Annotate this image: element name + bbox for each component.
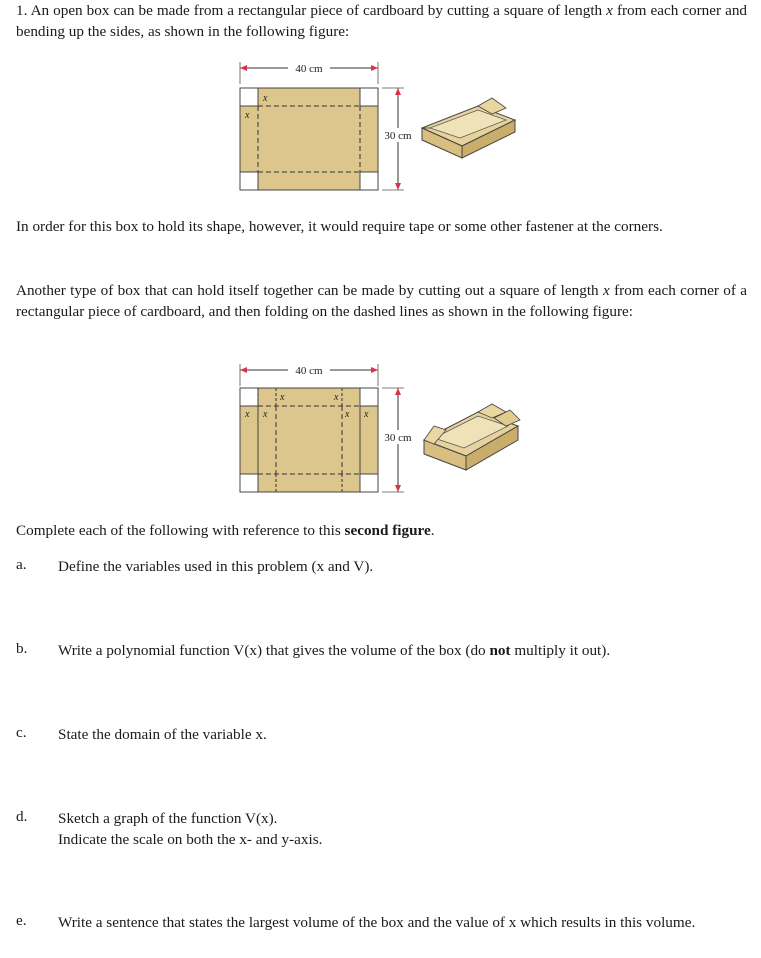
para3-text-b: from each corner of a rectangular piece of cardboard, and then folding on the dashed lines as shown in the following figure: (16, 282, 748, 320)
fig2-x-label: x (334, 392, 339, 403)
fig1-corner-square (360, 88, 378, 106)
fig1-open-box-illustration (422, 98, 515, 158)
part-d (58, 808, 748, 850)
fig1-cardboard (240, 88, 378, 190)
fig2-height-label: 30 cm (384, 432, 412, 444)
instruction-text: Complete each of the following with reference to this (16, 522, 341, 539)
paragraph-3 (16, 280, 747, 322)
part-b-letter: b. (16, 640, 28, 657)
instruction-end: . (430, 522, 435, 539)
fig2-x-label: x (364, 409, 369, 420)
fig1-width-label: 40 cm (295, 63, 323, 75)
para3-var: x (603, 282, 610, 299)
fig2-cardboard (240, 388, 378, 492)
figure-1 (230, 58, 530, 198)
fig2-x-label: x (263, 409, 268, 420)
fig1-x-label: x (245, 110, 250, 121)
fig2-x-label: x (345, 409, 350, 420)
part-e-letter: e. (16, 912, 27, 929)
instruction-bold: second figure (344, 522, 431, 539)
fig2-x-label: x (280, 392, 285, 403)
part-b (58, 640, 748, 661)
fig1-height-label: 30 cm (384, 130, 412, 142)
part-c-text: State the domain of the variable x. (58, 726, 267, 743)
fig2-corner-square (240, 474, 258, 492)
fig2-x-label: x (245, 409, 250, 420)
fig1-corner-square (360, 172, 378, 190)
part-b-text: Write a polynomial function V(x) that gives the volume of the box (do (58, 642, 486, 659)
part-b-text-end: multiply it out). (514, 642, 611, 659)
fig2-folded-box-illustration (424, 404, 520, 470)
question-number: 1. (16, 2, 28, 19)
part-b-bold: not (489, 642, 511, 659)
fig2-corner-square (360, 388, 378, 406)
intro-text-b: from each corner and bending up the sides, as shown in the following figure: (16, 2, 748, 40)
para3-text-a: Another type of box that can hold itself together can be made by cutting out a square of length (16, 282, 599, 299)
part-a-letter: a. (16, 556, 27, 573)
part-d-line2: Indicate the scale on both the x- and y-axis. (58, 831, 323, 848)
part-e-text: Write a sentence that states the largest volume of the box and the value of x which results in this volume. (58, 914, 696, 931)
part-a-text: Define the variables used in this problem (x and V). (58, 558, 374, 575)
fig1-corner-square (240, 88, 258, 106)
part-d-line1: Sketch a graph of the function V(x). (58, 810, 278, 827)
fig2-width-label: 40 cm (295, 365, 323, 377)
fig2-corner-square (240, 388, 258, 406)
part-d-letter: d. (16, 808, 28, 825)
fig1-x-label: x (263, 93, 268, 104)
figure-2 (230, 360, 530, 500)
part-c-letter: c. (16, 724, 27, 741)
intro-text-a: An open box can be made from a rectangular piece of cardboard by cutting a square of length (30, 2, 603, 19)
fig1-corner-square (240, 172, 258, 190)
fig2-corner-square (360, 474, 378, 492)
intro-var: x (606, 2, 613, 19)
question-intro (16, 0, 747, 42)
paragraph-2: In order for this box to hold its shape, however, it would require tape or some other fastener at the corners. (16, 218, 663, 235)
instruction (16, 520, 747, 541)
